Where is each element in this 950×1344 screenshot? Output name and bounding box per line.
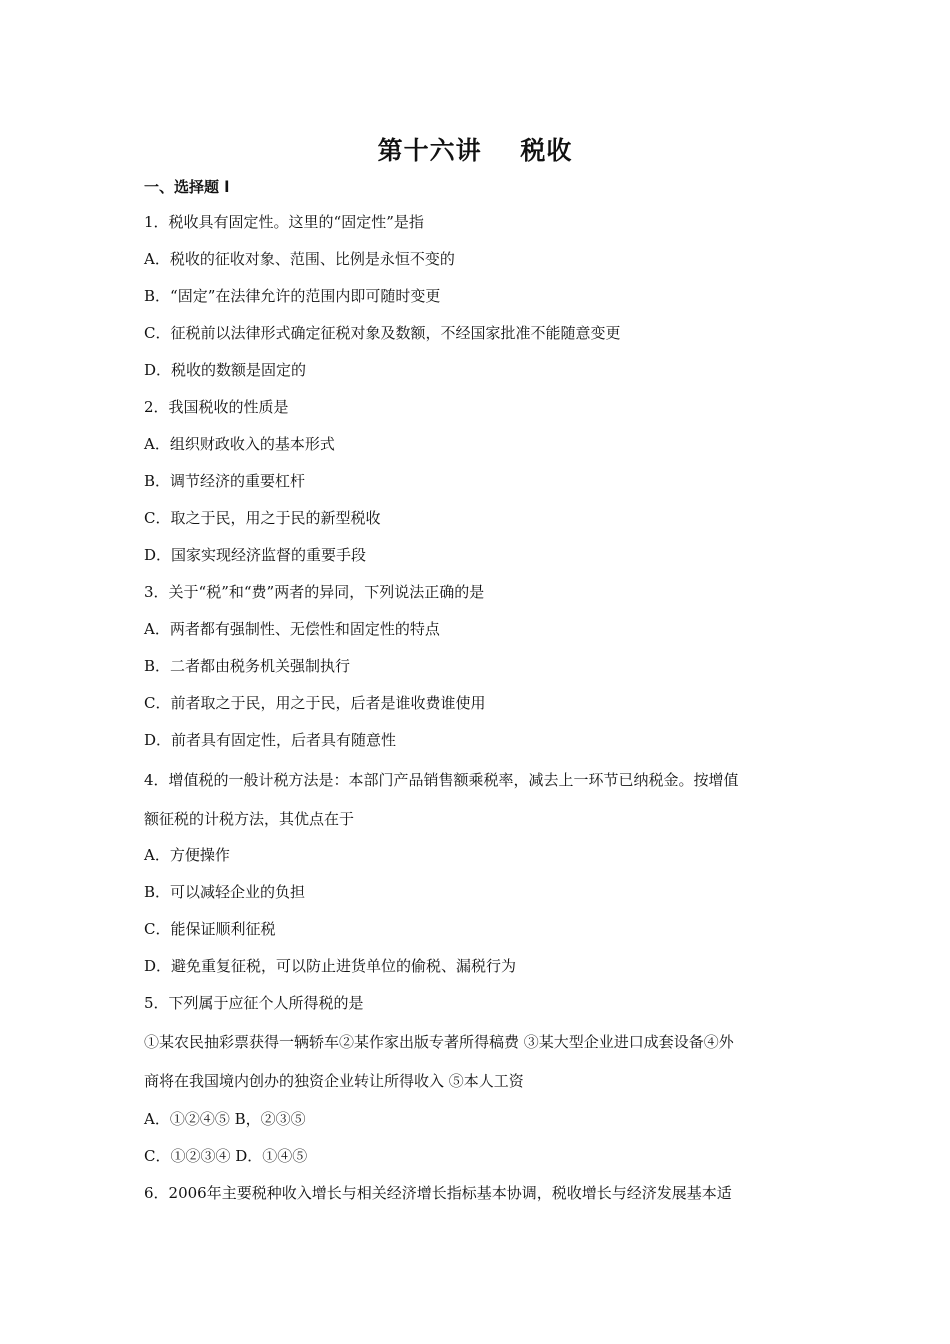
option-line: B．调节经济的重要杠杆 xyxy=(144,472,306,490)
question-line: 3．关于“税”和“费”两者的异同，下列说法正确的是 xyxy=(144,583,485,601)
option-line: C．前者取之于民，用之于民，后者是谁收费谁使用 xyxy=(144,694,486,712)
option-line: D．税收的数额是固定的 xyxy=(144,361,307,379)
question-line: 5．下列属于应征个人所得税的是 xyxy=(144,994,364,1012)
option-line: A．方便操作 xyxy=(144,846,230,864)
option-line: B．“固定”在法律允许的范围内即可随时变更 xyxy=(144,287,441,305)
question-line: 1．税收具有固定性。这里的“固定性”是指 xyxy=(144,213,424,231)
option-line: C．能保证顺利征税 xyxy=(144,920,276,938)
question-line: ①某农民抽彩票获得一辆轿车②某作家出版专著所得稿费 ③某大型企业进口成套设备④外 xyxy=(144,1033,734,1051)
option-line: C．征税前以法律形式确定征税对象及数额，不经国家批准不能随意变更 xyxy=(144,324,621,342)
question-line: 6．2006年主要税种收入增长与相关经济增长指标基本协调，税收增长与经济发展基本适 xyxy=(144,1184,732,1202)
question-line: 4．增值税的一般计税方法是：本部门产品销售额乘税率，减去上一环节已纳税金。按增值 xyxy=(144,771,739,789)
question-line: 额征税的计税方法，其优点在于 xyxy=(144,810,355,828)
option-line: D．国家实现经济监督的重要手段 xyxy=(144,546,367,564)
question-line: 商将在我国境内创办的独资企业转让所得收入 ⑤本人工资 xyxy=(144,1072,524,1090)
page-title: 第十六讲 税收 xyxy=(377,136,573,165)
option-line: A．税收的征收对象、范围、比例是永恒不变的 xyxy=(144,250,455,268)
option-line: A．组织财政收入的基本形式 xyxy=(144,435,335,453)
option-line: A．①②④⑤ B，②③⑤ xyxy=(144,1110,306,1128)
question-line: 2．我国税收的性质是 xyxy=(144,398,289,416)
section-heading: 一、选择题 l xyxy=(144,178,230,196)
option-line: B．可以减轻企业的负担 xyxy=(144,883,306,901)
option-line: C．取之于民，用之于民的新型税收 xyxy=(144,509,381,527)
option-line: B．二者都由税务机关强制执行 xyxy=(144,657,351,675)
option-line: C．①②③④ D．①④⑤ xyxy=(144,1147,308,1165)
option-line: D．前者具有固定性，后者具有随意性 xyxy=(144,731,397,749)
option-line: D．避免重复征税，可以防止进货单位的偷税、漏税行为 xyxy=(144,957,517,975)
option-line: A．两者都有强制性、无偿性和固定性的特点 xyxy=(144,620,440,638)
